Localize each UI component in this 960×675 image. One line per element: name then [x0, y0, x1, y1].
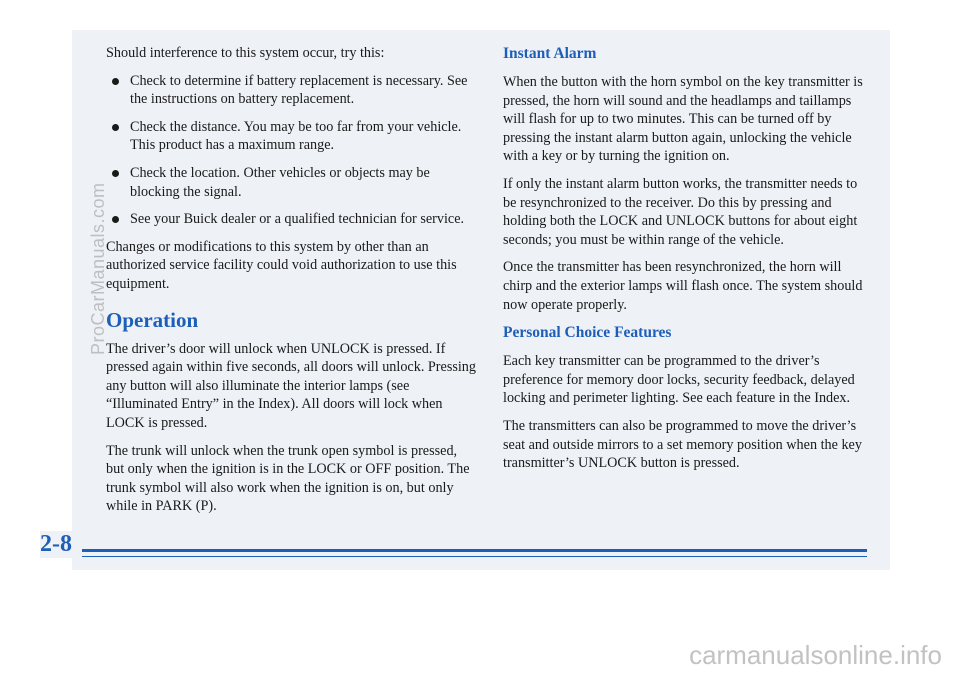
troubleshooting-list [106, 72, 478, 229]
list-item [106, 210, 478, 229]
list-item-text: Check the location. Other vehicles or objects may be blocking the signal. [130, 164, 430, 200]
changes-paragraph: Changes or modifications to this system by other than an authorized service facility could void authorization to use this equipment. [106, 238, 457, 292]
operation-paragraph: The trunk will unlock when the trunk open symbol is pressed, but only when the ignition is in the LOCK or OFF position. The trunk symbol will also work when the ignition is on, but only while in PARK (P). [106, 442, 470, 515]
page-number: 2-8 [40, 531, 82, 558]
footer-rule-thin [72, 556, 867, 557]
list-item-text: See your Buick dealer or a qualified technician for service. [130, 211, 465, 228]
list-item-text: Check the distance. You may be too far from your vehicle. This product has a maximum range. [130, 118, 462, 154]
personal-choice-paragraph: Each key transmitter can be programmed to the driver’s preference for memory door locks, security feedback, delayed locking and perimeter lighting. See each feature in the Index. [503, 353, 855, 407]
footer-rule [72, 549, 867, 552]
side-watermark: ProCarManuals.com [88, 182, 108, 355]
bullet-icon [112, 124, 119, 131]
list-item [106, 118, 478, 155]
list-item [106, 72, 478, 109]
operation-paragraph: The driver’s door will unlock when UNLOCK is pressed. If pressed again within five seconds, all doors will unlock. Pressing any button will also illuminate the interior lamps (see “Illuminated Entry” in the Index). All doors will lock when LOCK is pressed. [106, 340, 476, 431]
intro-text: Should interference to this system occur, try this: [106, 45, 385, 61]
bullet-icon [112, 78, 119, 85]
bottom-watermark: carmanualsonline.info [689, 640, 942, 670]
instant-alarm-paragraph: If only the instant alarm button works, the transmitter needs to be resynchronized to the receiver. Do this by pressing and holding both the LOCK and UNLOCK buttons for about eight seconds; you must be within range of the vehicle. [503, 175, 858, 248]
personal-choice-paragraph: The transmitters can also be programmed to move the driver’s seat and outside mirrors to a set memory position when the key transmitter’s UNLOCK button is pressed. [503, 417, 862, 472]
instant-alarm-heading: Instant Alarm [503, 45, 597, 62]
left-column [106, 44, 478, 525]
instant-alarm-paragraph: Once the transmitter has been resynchronized, the horn will chirp and the exterior lamps will flash once. The system should now operate properly. [503, 259, 863, 313]
manual-page [72, 30, 890, 570]
instant-alarm-paragraph: When the button with the horn symbol on the key transmitter is pressed, the horn will sound and the headlamps and taillamps will flash for up to two minutes. This can be turned off by pressing the instant alarm button again, unlocking the vehicle with a key or by turning the ignition on. [503, 74, 863, 165]
bullet-icon [112, 216, 119, 223]
personal-choice-heading: Personal Choice Features [503, 324, 672, 342]
operation-heading: Operation [106, 307, 199, 332]
right-column [503, 44, 865, 482]
list-item [106, 164, 478, 201]
bullet-icon [112, 170, 119, 177]
list-item-text: Check to determine if battery replacement is necessary. See the instructions on battery replacement. [130, 72, 468, 108]
